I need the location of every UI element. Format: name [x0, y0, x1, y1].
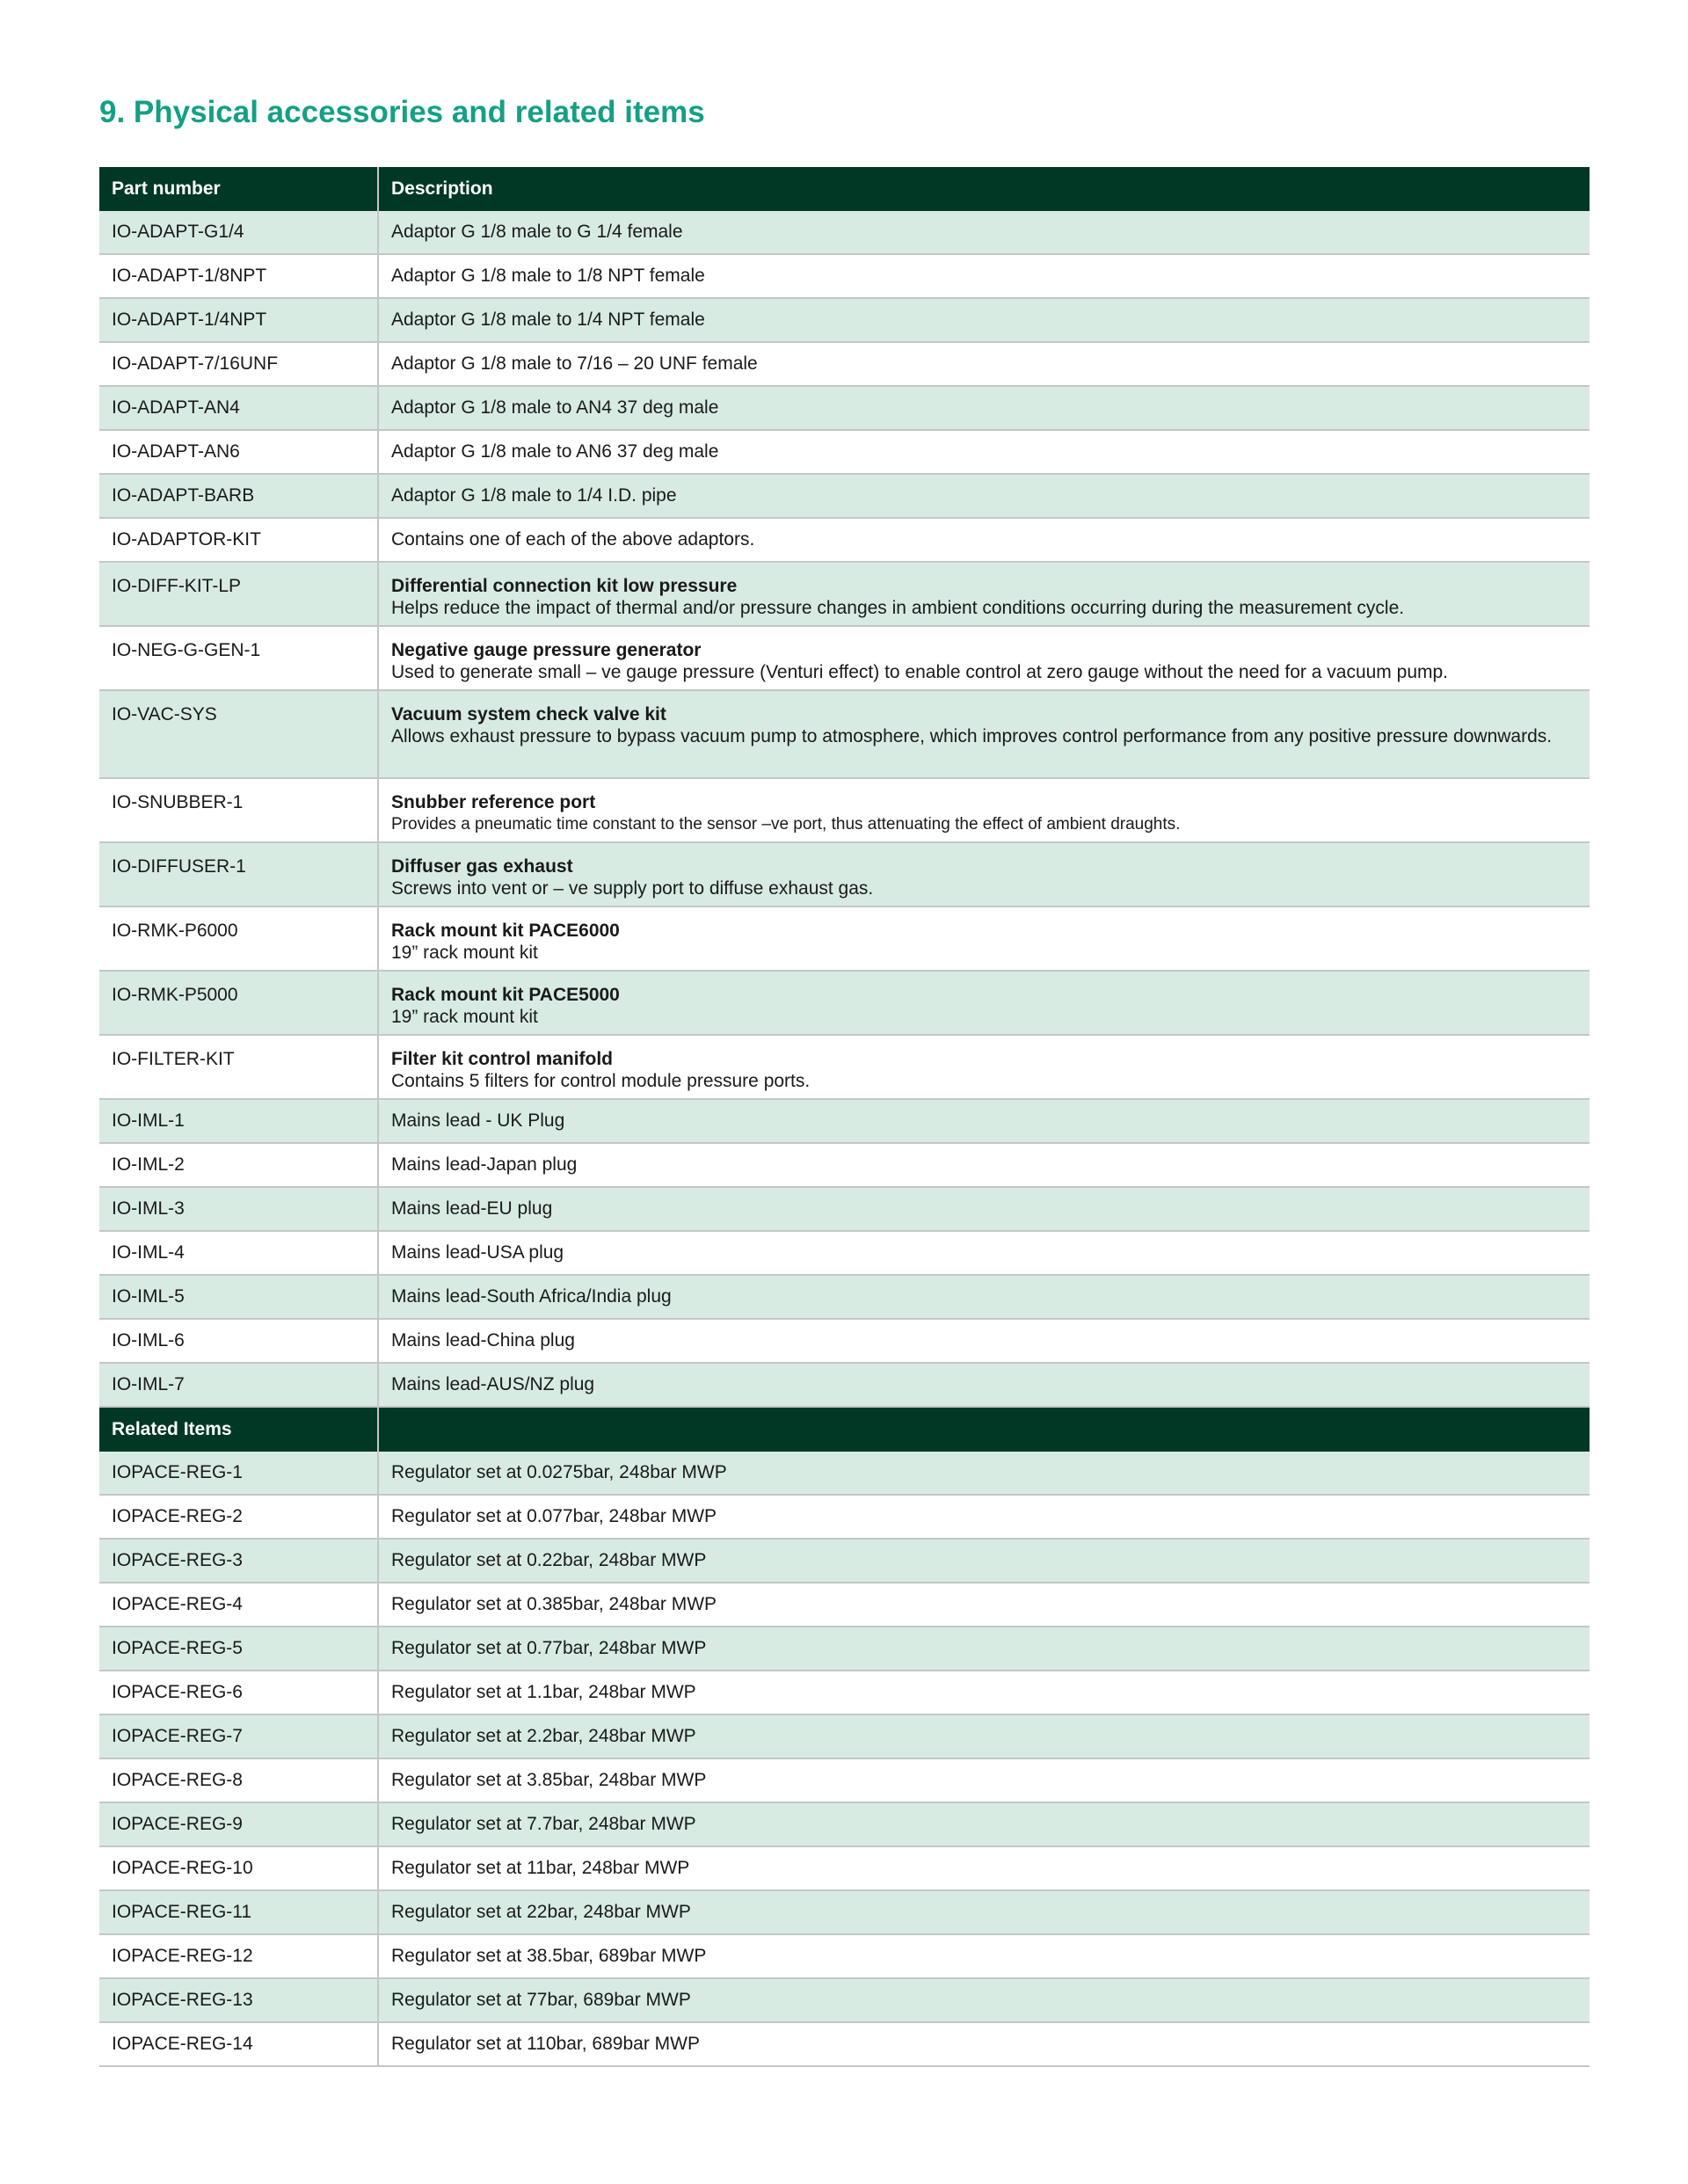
part-number: IO-ADAPT-AN6 — [99, 430, 378, 474]
accessories-table — [99, 167, 1590, 2067]
description-cell — [378, 778, 1590, 842]
description: Helps reduce the impact of thermal and/or pressure changes in ambient conditions occurring during the measurement cycle. — [391, 598, 1405, 618]
part-number: IO-ADAPT-1/8NPT — [99, 254, 378, 298]
description: Mains lead-South Africa/India plug — [378, 1275, 1590, 1319]
part-number: IOPACE-REG-10 — [99, 1846, 378, 1890]
description: Adaptor G 1/8 male to 1/4 NPT female — [378, 298, 1590, 342]
description: Mains lead-EU plug — [378, 1187, 1590, 1231]
description: Mains lead - UK Plug — [378, 1099, 1590, 1143]
part-number: IO-IML-6 — [99, 1319, 378, 1363]
page-title: 9. Physical accessories and related items — [99, 95, 705, 129]
description-cell — [378, 562, 1590, 626]
table-row — [99, 1319, 1590, 1363]
table-row — [99, 1143, 1590, 1187]
description: Adaptor G 1/8 male to AN6 37 deg male — [378, 430, 1590, 474]
table-row — [99, 1627, 1590, 1671]
description: Adaptor G 1/8 male to 7/16 – 20 UNF female — [378, 342, 1590, 386]
part-number-header: Part number — [99, 167, 378, 211]
description: Adaptor G 1/8 male to G 1/4 female — [378, 211, 1590, 254]
description: Regulator set at 0.0275bar, 248bar MWP — [378, 1452, 1590, 1495]
part-number: IO-NEG-G-GEN-1 — [99, 626, 378, 690]
description-cell — [378, 906, 1590, 971]
part-number: IOPACE-REG-3 — [99, 1539, 378, 1583]
description-header: Description — [378, 167, 1590, 211]
table-row — [99, 474, 1590, 518]
table-row — [99, 1363, 1590, 1407]
description: Regulator set at 0.77bar, 248bar MWP — [378, 1627, 1590, 1671]
description-cell — [378, 1035, 1590, 1099]
description: Adaptor G 1/8 male to 1/8 NPT female — [378, 254, 1590, 298]
related-items-header: Related Items — [99, 1407, 378, 1452]
description: Regulator set at 0.077bar, 248bar MWP — [378, 1495, 1590, 1539]
part-number: IO-VAC-SYS — [99, 690, 378, 778]
description: Adaptor G 1/8 male to 1/4 I.D. pipe — [378, 474, 1590, 518]
description: Mains lead-USA plug — [378, 1231, 1590, 1275]
description: Used to generate small – ve gauge pressure (Venturi effect) to enable control at zero gauge without the need for a vacuum pump. — [391, 662, 1449, 682]
part-number: IOPACE-REG-1 — [99, 1452, 378, 1495]
table-row — [99, 1671, 1590, 1714]
table-row — [99, 1583, 1590, 1627]
part-number: IO-ADAPT-G1/4 — [99, 211, 378, 254]
description-cell — [378, 626, 1590, 690]
table-row — [99, 906, 1590, 971]
table-row — [99, 1275, 1590, 1319]
table-row — [99, 1714, 1590, 1758]
table-row — [99, 690, 1590, 778]
table-row — [99, 1846, 1590, 1890]
table-row — [99, 430, 1590, 474]
description: Regulator set at 22bar, 248bar MWP — [378, 1890, 1590, 1934]
description: Mains lead-China plug — [378, 1319, 1590, 1363]
part-number: IOPACE-REG-5 — [99, 1627, 378, 1671]
table-row — [99, 1978, 1590, 2022]
table-row — [99, 2022, 1590, 2066]
part-number: IO-IML-7 — [99, 1363, 378, 1407]
part-number: IO-ADAPT-1/4NPT — [99, 298, 378, 342]
related-items-header-blank — [378, 1407, 1590, 1452]
description: 19” rack mount kit — [391, 1007, 538, 1027]
description: Regulator set at 77bar, 689bar MWP — [378, 1978, 1590, 2022]
part-number: IOPACE-REG-2 — [99, 1495, 378, 1539]
part-number: IOPACE-REG-14 — [99, 2022, 378, 2066]
description: Mains lead-AUS/NZ plug — [378, 1363, 1590, 1407]
part-number: IO-DIFFUSER-1 — [99, 842, 378, 906]
table-row — [99, 971, 1590, 1035]
part-number: IOPACE-REG-11 — [99, 1890, 378, 1934]
item-name: Filter kit control manifold — [391, 1049, 614, 1069]
item-name: Diffuser gas exhaust — [391, 856, 573, 877]
item-name: Rack mount kit PACE6000 — [391, 921, 620, 941]
description: Regulator set at 38.5bar, 689bar MWP — [378, 1934, 1590, 1978]
table-row — [99, 842, 1590, 906]
table-header — [99, 167, 1590, 211]
table-row — [99, 342, 1590, 386]
part-number: IO-RMK-P6000 — [99, 906, 378, 971]
item-name: Negative gauge pressure generator — [391, 640, 702, 660]
table-row — [99, 386, 1590, 430]
part-number: IO-ADAPT-AN4 — [99, 386, 378, 430]
part-number: IO-FILTER-KIT — [99, 1035, 378, 1099]
table-row — [99, 1758, 1590, 1802]
description: Regulator set at 11bar, 248bar MWP — [378, 1846, 1590, 1890]
part-number: IO-IML-3 — [99, 1187, 378, 1231]
part-number: IOPACE-REG-8 — [99, 1758, 378, 1802]
description: Contains 5 filters for control module pressure ports. — [391, 1071, 811, 1091]
description: Allows exhaust pressure to bypass vacuum pump to atmosphere, which improves control performance from any positive pressure downwards. — [391, 726, 1553, 746]
table-row — [99, 518, 1590, 562]
table-row — [99, 1187, 1590, 1231]
part-number: IO-IML-5 — [99, 1275, 378, 1319]
description: Provides a pneumatic time constant to the sensor –ve port, thus attenuating the effect of ambient draughts. — [391, 815, 1181, 834]
table-row — [99, 254, 1590, 298]
table-row — [99, 1890, 1590, 1934]
description: 19” rack mount kit — [391, 943, 538, 963]
part-number: IOPACE-REG-7 — [99, 1714, 378, 1758]
table-row — [99, 298, 1590, 342]
description-cell — [378, 690, 1590, 778]
part-number: IOPACE-REG-9 — [99, 1802, 378, 1846]
part-number: IO-SNUBBER-1 — [99, 778, 378, 842]
table-row — [99, 1099, 1590, 1143]
part-number: IO-IML-2 — [99, 1143, 378, 1187]
description: Regulator set at 3.85bar, 248bar MWP — [378, 1758, 1590, 1802]
description: Regulator set at 110bar, 689bar MWP — [378, 2022, 1590, 2066]
part-number: IO-RMK-P5000 — [99, 971, 378, 1035]
description: Regulator set at 1.1bar, 248bar MWP — [378, 1671, 1590, 1714]
item-name: Vacuum system check valve kit — [391, 704, 666, 724]
description: Contains one of each of the above adaptors. — [378, 518, 1590, 562]
part-number: IOPACE-REG-12 — [99, 1934, 378, 1978]
part-number: IO-ADAPT-7/16UNF — [99, 342, 378, 386]
description: Screws into vent or – ve supply port to diffuse exhaust gas. — [391, 878, 874, 899]
related-items-header-row — [99, 1407, 1590, 1452]
table-row — [99, 778, 1590, 842]
table-row — [99, 1495, 1590, 1539]
part-number: IOPACE-REG-4 — [99, 1583, 378, 1627]
description: Regulator set at 7.7bar, 248bar MWP — [378, 1802, 1590, 1846]
table-row — [99, 562, 1590, 626]
description: Regulator set at 0.385bar, 248bar MWP — [378, 1583, 1590, 1627]
table-row — [99, 1035, 1590, 1099]
part-number: IO-ADAPTOR-KIT — [99, 518, 378, 562]
item-name: Differential connection kit low pressure — [391, 576, 738, 596]
table-row — [99, 1231, 1590, 1275]
table-row — [99, 1539, 1590, 1583]
item-name: Rack mount kit PACE5000 — [391, 985, 620, 1005]
part-number: IO-IML-1 — [99, 1099, 378, 1143]
item-name: Snubber reference port — [391, 792, 596, 812]
description-cell — [378, 971, 1590, 1035]
description: Regulator set at 0.22bar, 248bar MWP — [378, 1539, 1590, 1583]
description: Regulator set at 2.2bar, 248bar MWP — [378, 1714, 1590, 1758]
part-number: IO-DIFF-KIT-LP — [99, 562, 378, 626]
table-row — [99, 1934, 1590, 1978]
part-number: IOPACE-REG-6 — [99, 1671, 378, 1714]
part-number: IO-IML-4 — [99, 1231, 378, 1275]
description-cell — [378, 842, 1590, 906]
part-number: IOPACE-REG-13 — [99, 1978, 378, 2022]
table-row — [99, 626, 1590, 690]
table-row — [99, 211, 1590, 254]
table-row — [99, 1452, 1590, 1495]
description: Adaptor G 1/8 male to AN4 37 deg male — [378, 386, 1590, 430]
description: Mains lead-Japan plug — [378, 1143, 1590, 1187]
part-number: IO-ADAPT-BARB — [99, 474, 378, 518]
table-row — [99, 1802, 1590, 1846]
